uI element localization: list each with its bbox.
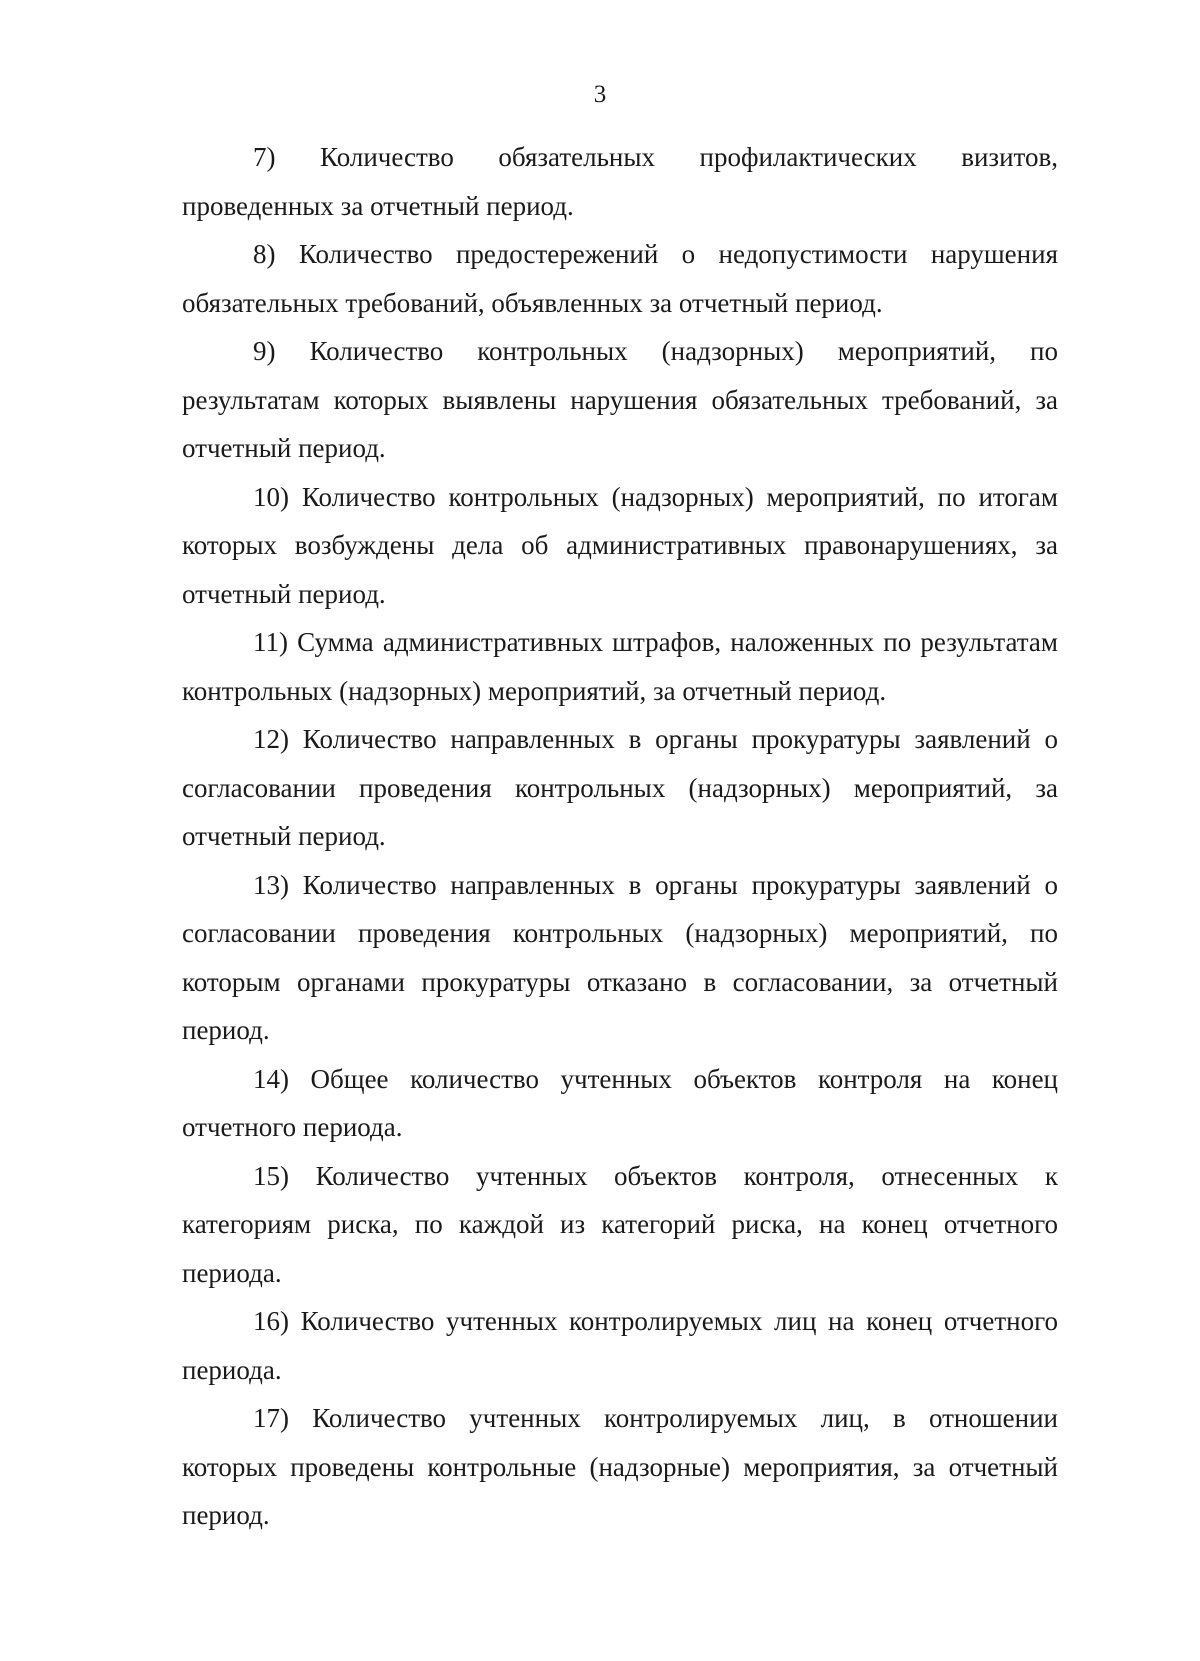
- page-number: 3: [593, 81, 607, 108]
- paragraph-item-14: 14) Общее количество учтенных объектов контроля на конец отчетного периода.: [182, 1063, 1058, 1142]
- paragraph-item-11: 11) Сумма административных штрафов, наложенных по результатам контрольных (надзорных) мероприятий, за отчетный период.: [182, 627, 1058, 706]
- paragraph-item-17: 17) Количество учтенных контролируемых лиц, в отношении которых проведены контрольные (надзорные) мероприятия, за отчетный период.: [182, 1403, 1058, 1530]
- paragraph-item-8: 8) Количество предостережений о недопустимости нарушения обязательных требований, объявленных за отчетный период.: [182, 239, 1058, 318]
- paragraph-item-15: 15) Количество учтенных объектов контроля, отнесенных к категориям риска, по каждой из категорий риска, на конец отчетного периода.: [182, 1160, 1058, 1288]
- paragraph-item-7: 7) Количество обязательных профилактических визитов, проведенных за отчетный период.: [182, 142, 1058, 221]
- paragraph-item-10: 10) Количество контрольных (надзорных) мероприятий, по итогам которых возбуждены дела об административных правонарушениях, за отчетный период.: [182, 481, 1058, 609]
- document-body: [182, 133, 1058, 1540]
- paragraph-item-9: 9) Количество контрольных (надзорных) мероприятий, по результатам которых выявлены нарушения обязательных требований, за отчетный период.: [182, 336, 1058, 463]
- paragraph-item-13: 13) Количество направленных в органы прокуратуры заявлений о согласовании проведения контрольных (надзорных) мероприятий, по которым органами прокуратуры отказано в согласовании, за отчетный период.: [182, 869, 1058, 1045]
- paragraph-item-12: 12) Количество направленных в органы прокуратуры заявлений о согласовании проведения контрольных (надзорных) мероприятий, за отчетный период.: [182, 724, 1058, 851]
- paragraph-item-16: 16) Количество учтенных контролируемых лиц на конец отчетного периода.: [182, 1306, 1058, 1385]
